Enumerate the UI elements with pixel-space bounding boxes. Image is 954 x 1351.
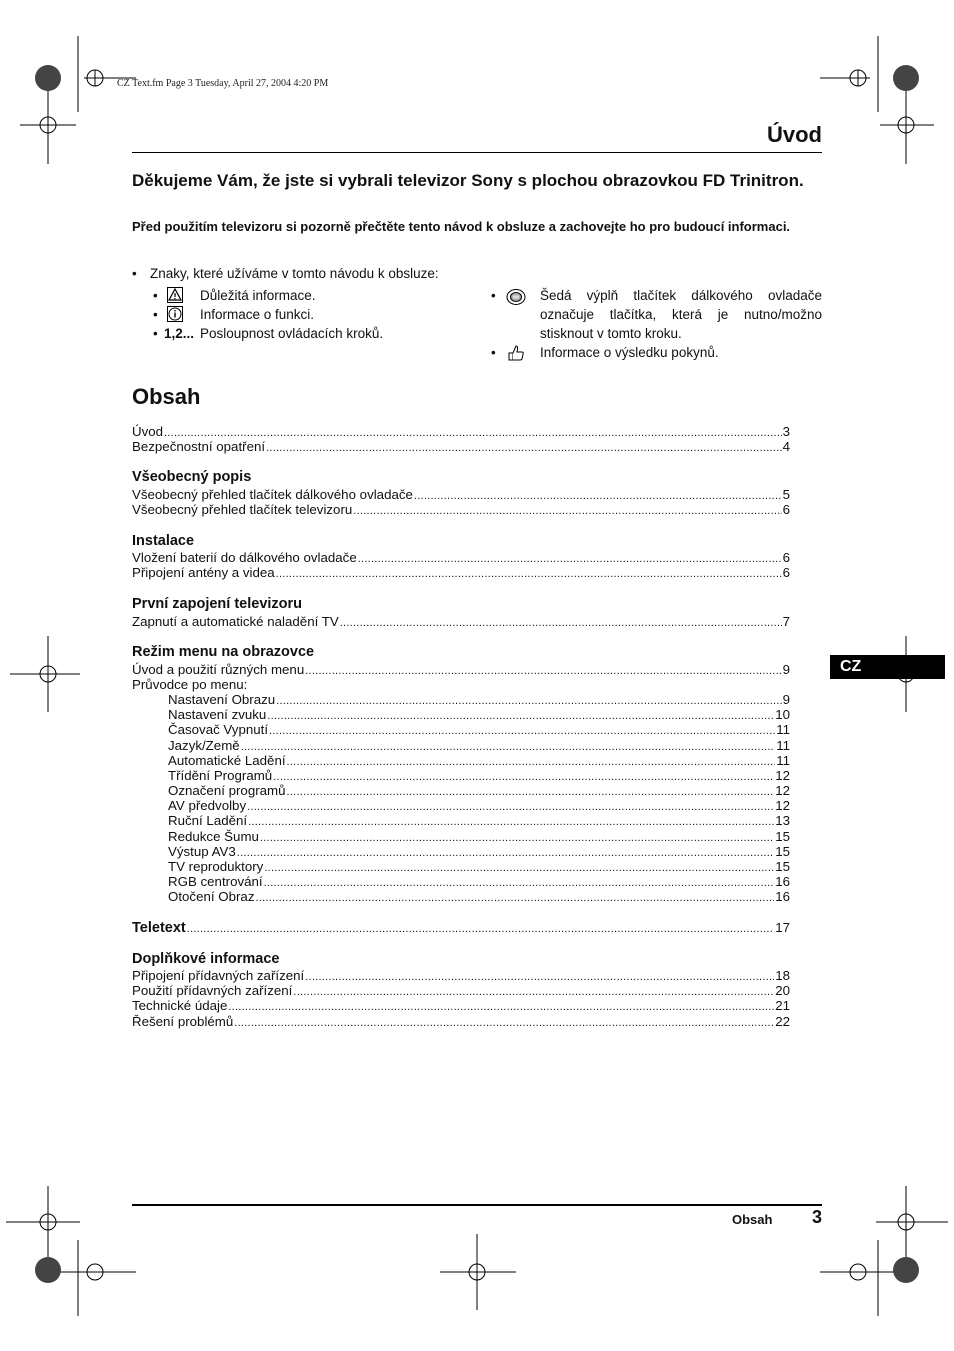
file-header-note: CZ Text.fm Page 3 Tuesday, April 27, 2004 4:20 PM (117, 78, 329, 89)
toc-subentry[interactable]: RGB centrování . . . 16 (168, 874, 790, 889)
toc-subentry[interactable]: Ruční Ladění . . . 13 (168, 813, 790, 828)
toc-subentry[interactable]: Automatické Ladění . . . 11 (168, 753, 790, 768)
toc-entry[interactable]: Zapnutí a automatické naladění TV . . . 7 (132, 614, 790, 629)
toc-entry[interactable]: Řešení problémů . . . 22 (132, 1014, 790, 1029)
toc-entry[interactable]: Připojení antény a videa . . . 6 (132, 565, 790, 580)
toc-group-heading: První zapojení televizoru (132, 596, 303, 612)
toc-entry[interactable]: Vložení baterií do dálkového ovladače . . . 6 (132, 550, 790, 565)
footer-section-label: Obsah (732, 1212, 773, 1227)
language-tab: CZ (830, 655, 945, 679)
toc-group-heading: Instalace (132, 533, 195, 549)
shaded-button-icon (506, 288, 526, 306)
info-icon (167, 306, 183, 322)
contents-title: Obsah (132, 384, 201, 409)
page-number: 3 (812, 1207, 823, 1227)
section-title: Úvod (767, 122, 822, 147)
toc-entry[interactable]: Úvod a použití různých menu . . . 9 (132, 662, 790, 677)
top-rule (132, 152, 822, 153)
warning-icon (167, 287, 183, 303)
toc-subentry[interactable]: Nastavení Obrazu . . . 9 (168, 692, 790, 707)
toc-subentry[interactable]: Výstup AV3 . . . 15 (168, 844, 790, 859)
bottom-rule (132, 1204, 822, 1206)
toc-group-heading: Všeobecný popis (132, 469, 252, 485)
toc-subentry[interactable]: Třídění Programů . . . 12 (168, 768, 790, 783)
legend-lead: • Znaky, které užíváme v tomto návodu k obsluze: (132, 266, 439, 281)
toc-subentry[interactable]: Redukce Šumu . . . 15 (168, 829, 790, 844)
toc-subentry[interactable]: Otočení Obraz . . . 16 (168, 889, 790, 904)
toc-subentry[interactable]: Jazyk/Země . . . 11 (168, 738, 790, 753)
toc-subentry[interactable]: TV reproduktory . . . 15 (168, 859, 790, 874)
toc-entry[interactable]: Bezpečnostní opatření . . . 4 (132, 439, 790, 454)
toc-subentry[interactable]: AV předvolby . . . 12 (168, 798, 790, 813)
toc-entry[interactable]: Všeobecný přehled tlačítek dálkového ovladače . . . 5 (132, 487, 790, 502)
toc-entry-teletext[interactable]: Teletext . . . 17 (132, 920, 790, 935)
toc-entry[interactable]: Úvod . . . 3 (132, 424, 790, 439)
toc-subentry[interactable]: Nastavení zvuku . . . 10 (168, 707, 790, 722)
toc-group-heading: Režim menu na obrazovce (132, 644, 315, 660)
toc-entry[interactable]: Použití přídavných zařízení . . . 20 (132, 983, 790, 998)
toc-group-heading: Doplňkové informace (132, 951, 280, 967)
toc-entry[interactable]: Technické údaje . . . 21 (132, 998, 790, 1013)
toc-subheading: Průvodce po menu: (132, 677, 248, 692)
thumbs-up-icon (507, 344, 525, 362)
toc-entry[interactable]: Připojení přídavných zařízení . . . 18 (132, 968, 790, 983)
toc-subentry[interactable]: Označení programů . . . 12 (168, 783, 790, 798)
intro-heading: Děkujeme Vám, že jste si vybrali televizor Sony s plochou obrazovkou FD Trinitron. (132, 171, 804, 190)
toc-subentry[interactable]: Časovač Vypnutí . . . 11 (168, 722, 790, 737)
intro-paragraph: Před použitím televizoru si pozorně přečtěte tento návod k obsluze a zachovejte ho pro budoucí informaci. (132, 219, 791, 234)
toc-entry[interactable]: Všeobecný přehled tlačítek televizoru . . . 6 (132, 502, 790, 517)
